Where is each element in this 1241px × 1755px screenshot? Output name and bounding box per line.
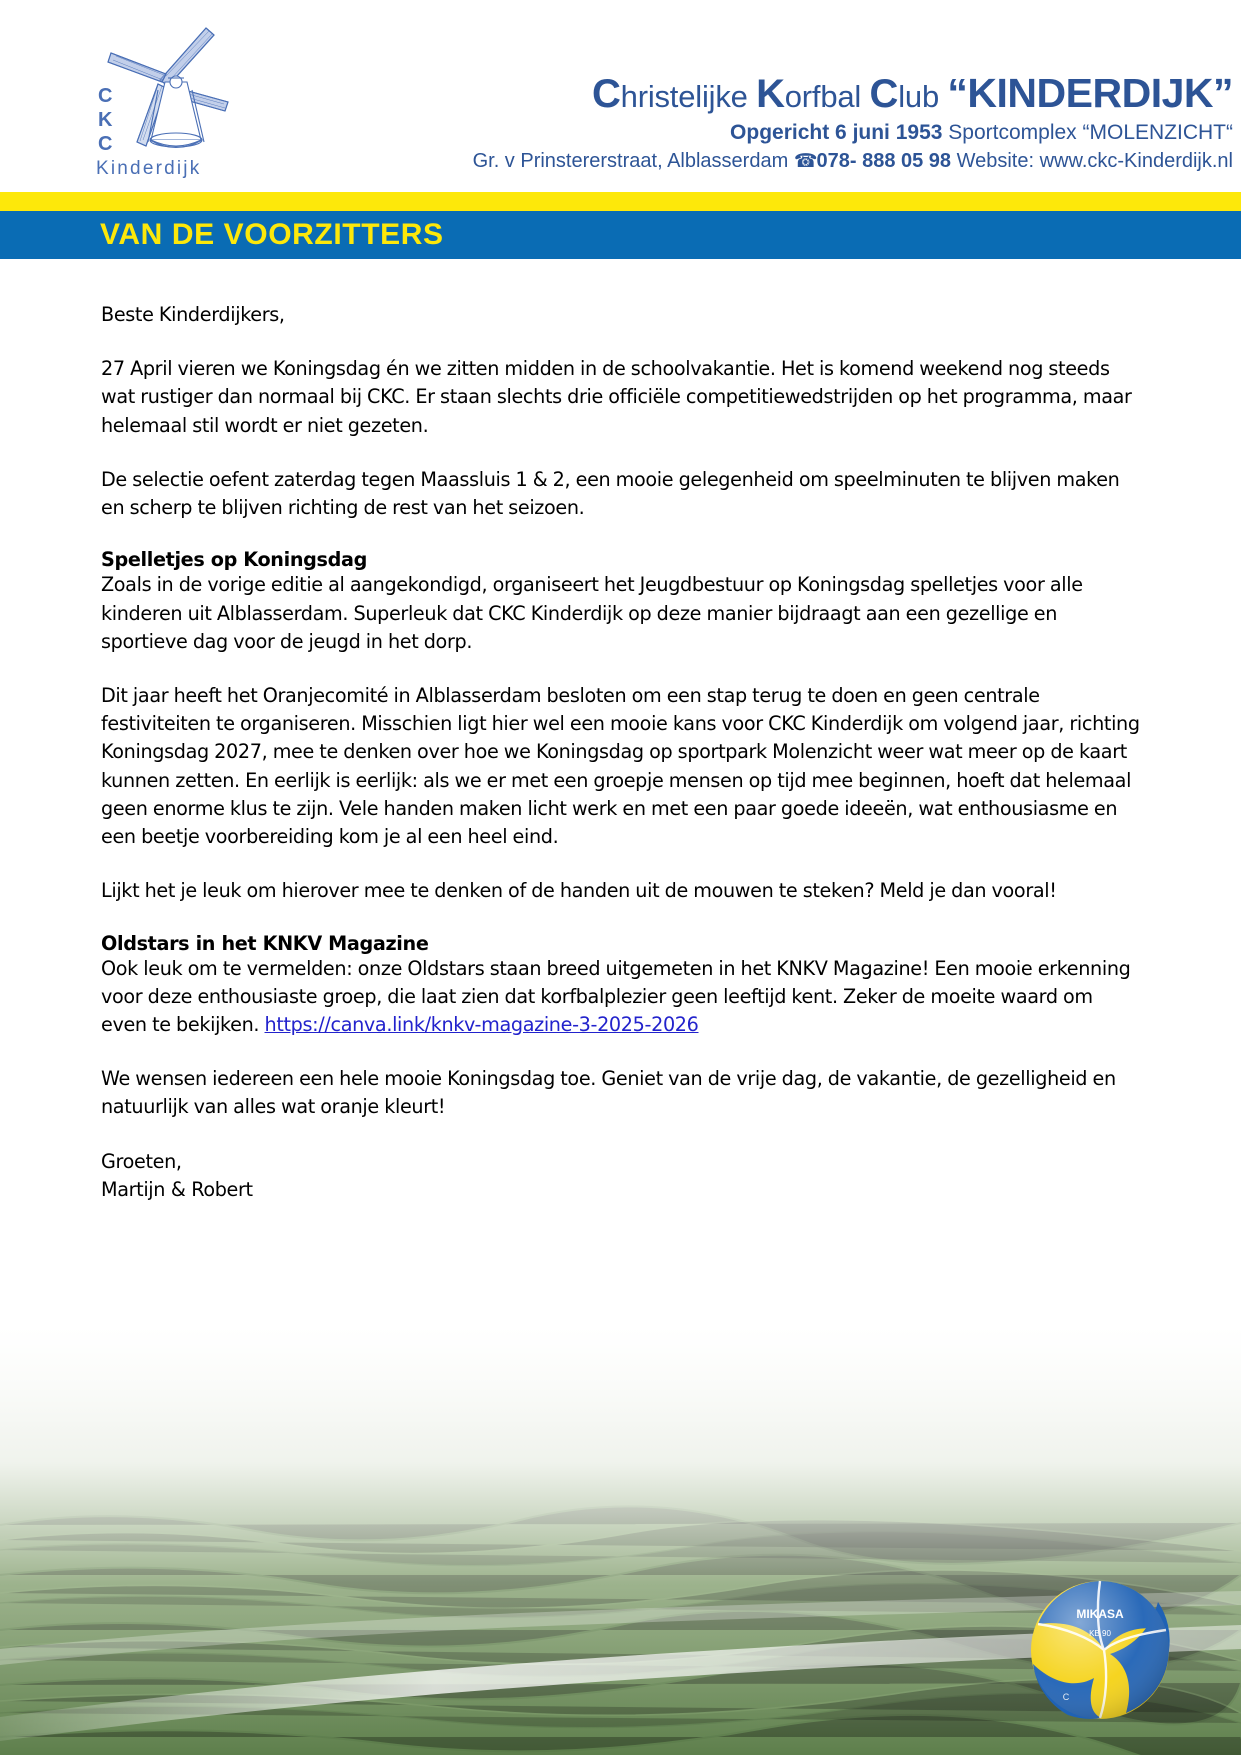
club-founded-date: Opgericht 6 juni 1953 — [730, 121, 943, 145]
club-title-kinderdijk: “KINDERDIJK” — [947, 70, 1233, 116]
letter-paragraph-2: De selectie oefent zaterdag tegen Maassluis 1 & 2, een mooie gelegenheid om speelminuten te blijven maken en scherp te blijven richting de rest van het seizoen. — [101, 467, 1120, 520]
letter-body — [0, 259, 1241, 1204]
letter-paragraph-1: 27 April vieren we Koningsdag én we zitten midden in de schoolvakantie. Het is komend weekend nog steeds wat rustiger dan normaal bij CKC. Er staan slechts drie officiële competitiewedstrijden op het programma, maar helemaal stil wordt er niet gezeten. — [101, 357, 1132, 437]
club-phone-prefix: 078- — [816, 150, 857, 173]
knkv-magazine-link[interactable]: https://canva.link/knkv-magazine-3-2025-2026 — [264, 1012, 699, 1036]
korfball-icon — [1031, 1581, 1170, 1719]
club-address: Gr. v Prinstererstraat, Alblasserdam — [472, 150, 794, 173]
club-title-k: K — [756, 72, 785, 116]
section-body-spelletjes: Zoals in de vorige editie al aangekondigd, organiseert het Jeugdbestuur op Koningsdag spelletjes voor alle kinderen uit Alblasserdam. Superleuk dat CKC Kinderdijk op deze manier bijdraagt aan een gezellige en sportieve dag voor de jeugd in het dorp. — [101, 573, 1083, 653]
club-title-christelijke: hristelijke — [620, 79, 757, 114]
letter-closing-greeting: Groeten, — [101, 1149, 182, 1173]
accent-bar-yellow — [0, 192, 1241, 211]
header-club-info — [330, 70, 1233, 175]
club-website[interactable]: www.ckc-Kinderdijk.nl — [1039, 150, 1233, 173]
club-title-line — [330, 70, 1233, 117]
logo-letter-c2: C — [98, 133, 113, 155]
club-phone-number: 888 05 98 — [856, 150, 952, 173]
grass-field-photo — [0, 1325, 1241, 1755]
footer-field-graphic — [0, 1325, 1241, 1755]
letter-salutation: Beste Kinderdijkers, — [101, 303, 285, 326]
section-body-oldstars-text: Ook leuk om te vermelden: onze Oldstars staan breed uitgemeten in het KNKV Magazine! Een mooie erkenning voor deze enthousiaste groep, die laat zien dat korfbalplezier geen leeftijd kent. Zeker de moeite waard om even te bekijken. — [101, 956, 1131, 1036]
banner-title: VAN DE VOORZITTERS — [100, 218, 444, 251]
club-logo — [88, 22, 258, 182]
club-title-c1: C — [591, 72, 621, 116]
logo-letter-c1: C — [98, 85, 113, 107]
club-website-label: Website: — [951, 150, 1040, 173]
club-founded-line — [330, 120, 1233, 146]
letter-closing-names: Martijn & Robert — [101, 1177, 253, 1201]
club-address-line — [330, 148, 1233, 175]
telephone-icon: ☎ — [793, 151, 817, 173]
section-heading-spelletjes: Spelletjes op Koningsdag — [101, 548, 367, 572]
club-title-korfbal: orfbal — [784, 79, 870, 114]
section-banner — [0, 211, 1241, 259]
letter-paragraph-5: We wensen iedereen een hele mooie Koningsdag toe. Geniet van de vrije dag, de vakantie, de gezelligheid en natuurlijk van alles wat oranje kleurt! — [101, 1067, 1116, 1119]
logo-letter-k: K — [98, 109, 113, 131]
section-body-oldstars — [101, 955, 1141, 1040]
letter-paragraph-4: Lijkt het je leuk om hierover mee te denken of de handen uit de mouwen te steken? Meld je dan vooral! — [101, 879, 1057, 903]
document-header — [0, 0, 1241, 192]
letter-paragraph-3: Dit jaar heeft het Oranjecomité in Alblasserdam besloten om een stap terug te doen en geen centrale festiviteiten te organiseren. Misschien ligt hier wel een mooie kans voor CKC Kinderdijk om volgend jaar, richting Koningsdag 2027, mee te denken over hoe we Koningsdag op sportpark Molenzicht weer wat meer op de kaart kunnen zetten. En eerlijk is eerlijk: als we er met een groepje mensen op tijd mee beginnen, hoeft dat helemaal geen enorme klus te zijn. Vele handen maken licht werk en met een paar goede ideeën, wat enthousiasme en een beetje voorbereiding kom je al een heel eind. — [101, 683, 1140, 849]
club-sportcomplex: Sportcomplex “MOLENZICHT“ — [942, 121, 1233, 145]
windmill-icon — [88, 22, 258, 182]
logo-club-name: Kinderdijk — [96, 158, 202, 179]
club-title-club: lub — [898, 79, 948, 114]
section-heading-oldstars: Oldstars in het KNKV Magazine — [101, 931, 429, 955]
club-title-c2: C — [869, 72, 899, 116]
